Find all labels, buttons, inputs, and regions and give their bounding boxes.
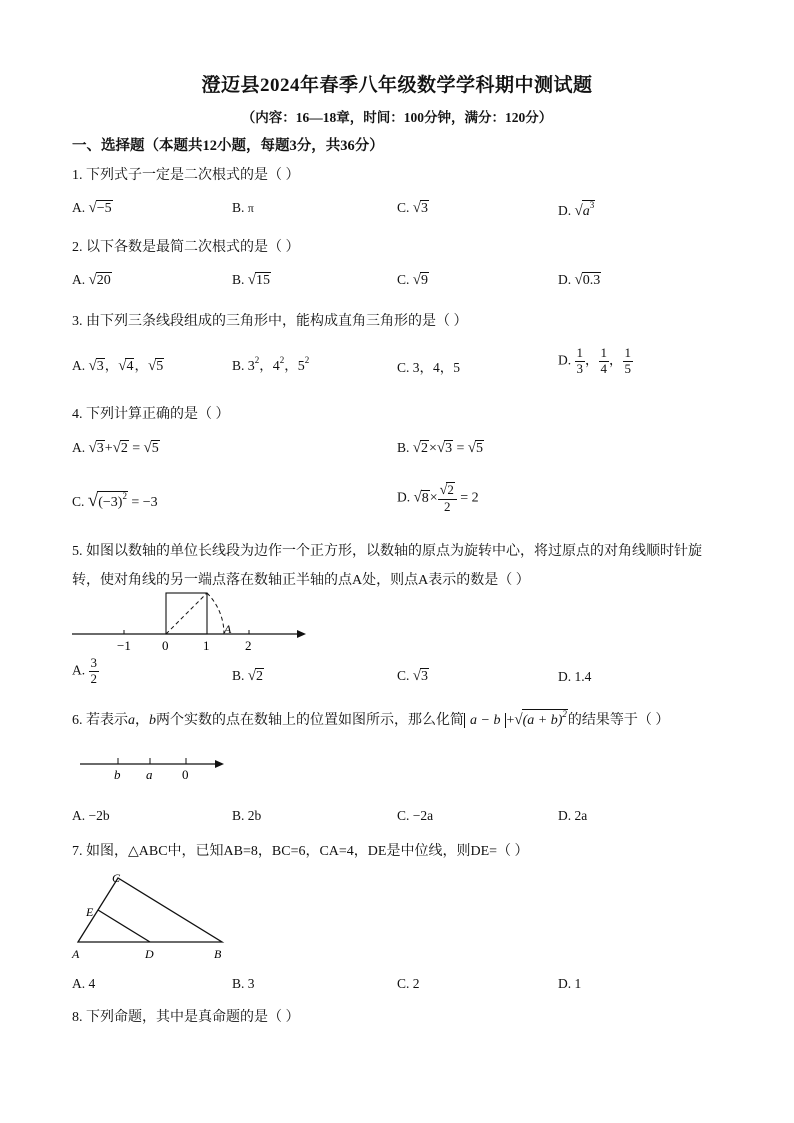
option-label: B.: [232, 668, 245, 683]
absolute-value: a − b: [464, 713, 506, 728]
radicand: 2: [421, 441, 428, 456]
exponent: 3: [589, 200, 595, 210]
radicand: 20: [96, 273, 111, 288]
radicand: 3: [96, 441, 104, 456]
separator: ，: [585, 352, 599, 368]
sqrt-sign-icon: √: [143, 440, 152, 456]
option-label: C.: [72, 494, 85, 509]
q6-option-b: B. 2b: [232, 808, 262, 823]
sqrt-sign-icon: √: [574, 203, 583, 219]
sqrt-sign-icon: √: [87, 490, 99, 511]
sqrt-sign-icon: √: [436, 440, 446, 456]
operator: ×: [429, 490, 438, 506]
q6-option-a: A. −2b: [72, 808, 110, 823]
radicand: 15: [256, 273, 270, 288]
question-6-stem: [72, 709, 669, 729]
q5-option-b: [232, 668, 264, 685]
operator: +: [506, 713, 515, 728]
exam-title: 澄迈县2024年春季八年级数学学科期中测试题: [201, 75, 593, 96]
q3-option-b: [232, 354, 309, 375]
exponent: 2: [122, 491, 127, 501]
sqrt-sign-icon: √: [439, 483, 448, 498]
q2-option-d: [558, 272, 601, 289]
operator: ×: [429, 441, 437, 456]
base: (a + b): [522, 713, 563, 728]
denominator: 2: [443, 499, 451, 515]
sqrt-sign-icon: √: [514, 712, 523, 728]
var-b: b: [149, 713, 156, 728]
fraction: [623, 346, 634, 377]
q6-option-d: D. 2a: [558, 808, 588, 823]
radicand: 3: [96, 359, 104, 374]
option-label: C.: [397, 668, 410, 683]
q3-option-c: C. 3，4，5: [397, 360, 461, 375]
radicand: 9: [421, 273, 428, 288]
question-8-stem: 8. 下列命题，其中是真命题的是（ ）: [72, 1010, 300, 1025]
question-5-stem-line2: 转，使对角线的另一端点落在数轴正半轴的点A处，则点A表示的数是（ ）: [72, 573, 530, 588]
q1-option-b: [232, 200, 254, 216]
radicand: 5: [151, 441, 159, 456]
sqrt-sign-icon: √: [247, 272, 256, 288]
q5-option-d: D. 1.4: [558, 669, 592, 684]
tick-label: 0: [162, 638, 169, 653]
sqrt-sign-icon: √: [412, 272, 421, 288]
numerator: 1: [576, 345, 583, 360]
separator: ，: [609, 352, 623, 368]
radicand: −5: [96, 201, 112, 216]
question-7-stem: 7. 如图，△ABC中，已知AB=8，BC=6，CA=4，DE是中位线，则DE=（ ）: [72, 844, 529, 859]
radicand: 5: [476, 441, 484, 456]
q1-option-c: [397, 200, 429, 217]
radicand: 2: [447, 482, 454, 497]
separator: ，: [134, 358, 148, 373]
stem-text: ，: [135, 713, 149, 728]
q1-option-a: [72, 200, 113, 217]
option-label: D.: [558, 272, 572, 287]
sqrt-sign-icon: √: [412, 668, 421, 684]
equals: =: [132, 441, 141, 456]
option-label: C.: [397, 272, 410, 287]
base: 4: [272, 359, 280, 374]
base: 5: [297, 359, 305, 374]
radicand: 3: [445, 441, 453, 456]
fraction: [438, 482, 457, 515]
sqrt-sign-icon: √: [88, 440, 97, 456]
vertex-a-label: A: [72, 947, 80, 961]
fraction: [575, 346, 586, 377]
base: 3: [247, 359, 255, 374]
denominator: 2: [90, 670, 97, 686]
base: (−3): [98, 495, 123, 510]
radicand: 2: [256, 669, 263, 684]
sqrt-sign-icon: √: [413, 489, 422, 506]
q5-number-line-figure: [68, 588, 318, 656]
triangle-abc: [78, 878, 222, 942]
point-a-label: a: [146, 767, 153, 782]
rhs: = 2: [460, 490, 479, 506]
radicand: 3: [421, 201, 428, 216]
sqrt-sign-icon: √: [118, 358, 127, 374]
axis-arrow-icon: [297, 630, 306, 638]
denominator: 4: [600, 360, 607, 376]
sqrt-sign-icon: √: [412, 200, 421, 216]
option-label: D.: [558, 352, 572, 368]
rotation-arc: [207, 593, 224, 634]
fraction: [599, 346, 610, 377]
separator: ，: [284, 358, 298, 373]
power: [297, 355, 310, 374]
q3-option-a: [72, 354, 164, 375]
origin-label: 0: [182, 767, 189, 782]
radicand: 8: [421, 490, 429, 506]
power: [272, 355, 285, 374]
point-e-label: E: [86, 905, 94, 919]
exponent: 2: [562, 709, 567, 719]
q7-option-d: D. 1: [558, 976, 582, 991]
radicand: [582, 200, 596, 219]
sqrt-sign-icon: √: [112, 440, 121, 456]
sqrt-sign-icon: √: [88, 358, 97, 374]
radicand: 0.3: [582, 273, 601, 288]
q4-option-a: [72, 440, 160, 457]
q5-option-c: [397, 668, 429, 685]
option-label: A.: [72, 358, 86, 373]
base: a: [582, 204, 590, 219]
numerator: [438, 482, 457, 500]
option-label: B.: [397, 440, 410, 455]
separator: ，: [259, 358, 273, 373]
q2-option-b: [232, 272, 271, 289]
operator: +: [104, 441, 113, 456]
option-label: A.: [72, 272, 86, 287]
q6-option-c: C. −2a: [397, 808, 434, 823]
q1-option-d: [558, 200, 595, 220]
point-a-label: A: [224, 622, 232, 636]
q7-option-b: B. 3: [232, 976, 255, 991]
sqrt-sign-icon: √: [147, 358, 157, 374]
denominator: 5: [624, 360, 631, 376]
stem-text: 的结果等于（ ）: [567, 713, 670, 728]
vertex-c-label: C: [112, 871, 121, 885]
q7-option-c: C. 2: [397, 976, 420, 991]
stem-text: 6. 若表示: [72, 713, 128, 728]
tick-label: 1: [203, 638, 210, 653]
section-title: 一、选择题（本题共12小题，每题3分，共36分）: [72, 138, 384, 154]
q2-option-a: [72, 272, 112, 289]
tick-label: 2: [245, 638, 252, 653]
exam-subtitle: （内容：16—18章，时间：100分钟，满分：120分）: [241, 110, 553, 125]
sqrt-sign-icon: √: [574, 272, 583, 288]
separator: ，: [104, 358, 119, 373]
radicand: 5: [156, 359, 164, 374]
stem-text: 两个实数的点在数轴上的位置如图所示，那么化简: [156, 713, 464, 728]
axis-arrow-icon: [215, 760, 224, 768]
sqrt-sign-icon: √: [467, 440, 477, 456]
q4-option-d: [397, 482, 479, 515]
q3-option-d: [558, 346, 633, 377]
rhs: = −3: [131, 495, 158, 510]
radicand: 2: [120, 441, 128, 456]
question-2-stem: 2. 以下各数是最简二次根式的是（ ）: [72, 240, 300, 255]
radicand: [97, 491, 128, 510]
exponent: 2: [254, 355, 260, 365]
exponent: 2: [279, 355, 285, 365]
option-label: A.: [72, 662, 86, 678]
q2-option-c: [397, 272, 429, 289]
radicand: [522, 709, 568, 728]
sqrt-sign-icon: √: [247, 668, 256, 684]
exponent: 2: [304, 355, 310, 365]
option-label: A.: [72, 200, 86, 215]
sqrt-sign-icon: √: [412, 440, 421, 456]
q7-option-a: A. 4: [72, 976, 96, 991]
numerator: 3: [90, 655, 97, 670]
sqrt-sign-icon: √: [88, 272, 97, 288]
option-value: π: [247, 201, 254, 215]
question-3-stem: 3. 由下列三条线段组成的三角形中，能构成直角三角形的是（ ）: [72, 314, 468, 329]
radicand: 4: [126, 359, 134, 374]
q5-option-a: [72, 656, 99, 687]
numerator: 1: [600, 345, 607, 360]
diagonal: [166, 593, 207, 634]
point-b-label: b: [114, 767, 121, 782]
q4-option-c: [72, 490, 158, 512]
power: [247, 355, 260, 374]
point-d-label: D: [145, 947, 154, 961]
tick-label: −1: [117, 638, 131, 653]
question-1-stem: 1. 下列式子一定是二次根式的是（ ）: [72, 168, 300, 183]
var-a: a: [128, 713, 135, 728]
option-label: B.: [232, 200, 245, 215]
denominator: 3: [576, 360, 583, 376]
fraction: [89, 656, 100, 687]
q4-option-b: [397, 440, 484, 457]
q6-number-line-figure: [76, 752, 236, 782]
option-label: B.: [232, 272, 245, 287]
q7-triangle-figure: [70, 868, 230, 964]
option-label: D.: [558, 203, 572, 218]
vertex-b-label: B: [214, 947, 222, 961]
midline-de: [98, 910, 150, 942]
option-label: A.: [72, 440, 86, 455]
sqrt-sign-icon: √: [88, 200, 97, 216]
option-label: D.: [397, 489, 411, 505]
option-label: B.: [232, 358, 245, 373]
option-label: C.: [397, 200, 410, 215]
question-4-stem: 4. 下列计算正确的是（ ）: [72, 407, 230, 422]
equals: =: [456, 441, 465, 456]
radicand: 3: [421, 669, 428, 684]
question-5-stem-line1: 5. 如图以数轴的单位长线段为边作一个正方形，以数轴的原点为旋转中心，将过原点的对角线顺时针旋: [72, 544, 702, 559]
numerator: 1: [624, 345, 631, 360]
